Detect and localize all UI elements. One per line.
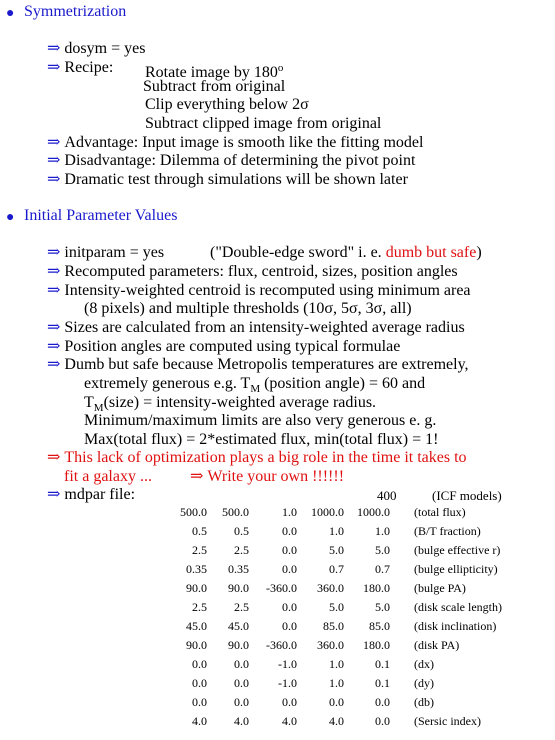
recipe-step-2: Subtract from original (143, 78, 286, 95)
table-row (160, 541, 534, 560)
lack-of-optimization-line-1: ⇒ This lack of optimization plays a big role in the time it takes to (47, 449, 467, 466)
double-arrow-icon: ⇒ (47, 356, 61, 373)
double-arrow-icon: ⇒ (47, 244, 61, 261)
mdpar-count: 400 (377, 488, 397, 503)
table-cell: 90.0 (228, 638, 249, 652)
table-cell: 85.0 (323, 619, 344, 633)
intensity-line-2: (8 pixels) and multiple thresholds (10σ, 5σ, 3σ, all) (84, 300, 412, 317)
initparam-line: ⇒ initparam = yes (47, 244, 165, 261)
table-cell: 0.1 (375, 676, 390, 690)
table-cell: 5.0 (329, 543, 344, 557)
table-cell: 4.0 (192, 714, 207, 728)
table-cell: 0.0 (234, 695, 249, 709)
table-cell: 1.0 (329, 676, 344, 690)
table-cell: 4.0 (234, 714, 249, 728)
table-comment: (bulge ellipticity) (414, 562, 498, 576)
double-arrow-icon: ⇒ (47, 59, 61, 76)
table-comment: (dy) (414, 676, 434, 690)
table-cell: 0.0 (192, 695, 207, 709)
lack-of-optimization-line-2: fit a galaxy ... (64, 468, 152, 485)
table-cell: -1.0 (278, 657, 297, 671)
dosym-line: ⇒ dosym = yes (47, 40, 146, 57)
table-cell: 0.0 (282, 600, 297, 614)
recipe-step-4: Subtract clipped image from original (145, 115, 382, 132)
double-arrow-icon: ⇒ (47, 486, 61, 503)
table-cell: 2.5 (234, 600, 249, 614)
dumb-but-safe-highlight: dumb but safe (385, 244, 477, 261)
table-comment: (db) (414, 695, 434, 709)
table-cell: 0.5 (192, 524, 207, 538)
table-comment: (B/T fraction) (414, 524, 481, 538)
table-cell: 0.0 (282, 619, 297, 633)
table-cell: 0.0 (282, 695, 297, 709)
table-cell: 0.0 (192, 676, 207, 690)
double-arrow-icon: ⇒ (47, 263, 61, 280)
table-row (160, 560, 534, 579)
table-comment: (disk inclination) (414, 619, 497, 633)
table-cell: 1.0 (329, 524, 344, 538)
dumb-but-safe-line-4: Minimum/maximum limits are also very generous e. g. (84, 412, 437, 429)
double-arrow-icon: ⇒ (47, 134, 61, 151)
dumb-but-safe-line-1: ⇒ Dumb but safe because Metropolis temperatures are extremely, (47, 356, 469, 373)
table-comment: (total flux) (414, 505, 466, 519)
table-row (160, 674, 534, 693)
table-comment: (bulge PA) (414, 581, 466, 595)
table-comment: (Sersic index) (414, 714, 481, 728)
table-cell: 4.0 (329, 714, 344, 728)
table-cell: 0.0 (375, 695, 390, 709)
table-cell: 45.0 (228, 619, 249, 633)
table-cell: 0.5 (234, 524, 249, 538)
table-cell: 2.5 (192, 600, 207, 614)
table-cell: 0.0 (282, 543, 297, 557)
mdpar-models-label: (ICF models) (432, 488, 502, 503)
recipe-label: Recipe: (64, 59, 114, 76)
recipe-step-3: Clip everything below 2σ (145, 96, 309, 113)
section-heading-initial-parameter-values: Initial Parameter Values (24, 207, 178, 224)
table-comment: (disk PA) (414, 638, 460, 652)
double-arrow-icon: ⇒ (47, 338, 61, 355)
table-cell: 360.0 (317, 638, 344, 652)
table-cell: 0.0 (282, 524, 297, 538)
position-angles-line: ⇒ Position angles are computed using typical formulae (47, 338, 401, 355)
section-heading-symmetrization: Symmetrization (24, 3, 127, 20)
table-cell: 85.0 (369, 619, 390, 633)
table-row (160, 636, 534, 655)
mdpar-table (160, 503, 534, 731)
recomputed-line: ⇒ Recomputed parameters: flux, centroid, sizes, position angles (47, 263, 458, 280)
table-cell: 1.0 (282, 505, 297, 519)
table-comment: (dx) (414, 657, 434, 671)
table-cell: 0.0 (329, 695, 344, 709)
table-cell: -1.0 (278, 676, 297, 690)
table-cell: 0.7 (375, 562, 390, 576)
table-cell: 0.35 (186, 562, 207, 576)
double-arrow-icon: ⇒ (47, 40, 61, 57)
table-cell: 0.0 (375, 714, 390, 728)
table-comment: (bulge effective r) (414, 543, 501, 557)
bullet-icon: ● (6, 6, 15, 21)
table-cell: 180.0 (363, 638, 390, 652)
dumb-but-safe-line-5: Max(total flux) = 2*estimated flux, min(total flux) = 1! (84, 431, 439, 448)
double-arrow-icon: ⇒ (47, 449, 61, 466)
table-row (160, 503, 534, 522)
table-row (160, 579, 534, 598)
table-cell: 500.0 (222, 505, 249, 519)
table-cell: 5.0 (375, 600, 390, 614)
table-cell: 180.0 (363, 581, 390, 595)
table-cell: 0.0 (282, 562, 297, 576)
table-row (160, 693, 534, 712)
double-arrow-icon: ⇒ (47, 319, 61, 336)
table-cell: 90.0 (186, 638, 207, 652)
double-arrow-icon: ⇒ (47, 152, 61, 169)
dumb-but-safe-line-3: $T_M(size)$ = intensity-weighted average radius. (84, 394, 377, 414)
table-cell: 0.0 (234, 676, 249, 690)
table-cell: 1000.0 (357, 505, 390, 519)
table-cell: 1000.0 (311, 505, 344, 519)
table-cell: -360.0 (266, 581, 297, 595)
table-cell: 4.0 (282, 714, 297, 728)
table-cell: 360.0 (317, 581, 344, 595)
table-cell: -360.0 (266, 638, 297, 652)
table-cell: 1.0 (375, 524, 390, 538)
table-cell: 0.7 (329, 562, 344, 576)
table-cell: 2.5 (234, 543, 249, 557)
dumb-but-safe-line-2: extremely generous e.g. $T_M$ (position angle) = 60 and (84, 375, 426, 395)
sizes-line: ⇒ Sizes are calculated from an intensity-weighted average radius (47, 319, 465, 336)
disadvantage-line: ⇒ Disadvantage: Dilemma of determining the pivot point (47, 152, 416, 169)
double-arrow-icon: ⇒ (190, 468, 204, 485)
initparam-note: ("Double-edge sword" i. e. dumb but safe) (210, 244, 482, 261)
intensity-line-1: ⇒ Intensity-weighted centroid is recomputed using minimum area (47, 282, 471, 299)
recipe-step-1: Rotate image by 180$^o$ (145, 62, 284, 81)
table-cell: 0.0 (234, 657, 249, 671)
bullet-icon: ● (6, 210, 15, 225)
table-cell: 0.35 (228, 562, 249, 576)
table-cell: 500.0 (180, 505, 207, 519)
table-comment: (disk scale length) (414, 600, 502, 614)
table-cell: 1.0 (329, 657, 344, 671)
mdpar-file-label: ⇒ mdpar file: (47, 486, 136, 503)
table-cell: 90.0 (228, 581, 249, 595)
table-row (160, 712, 534, 731)
table-cell: 2.5 (192, 543, 207, 557)
table-cell: 45.0 (186, 619, 207, 633)
table-row (160, 598, 534, 617)
table-cell: 5.0 (375, 543, 390, 557)
table-cell: 90.0 (186, 581, 207, 595)
table-row (160, 522, 534, 541)
table-cell: 0.1 (375, 657, 390, 671)
degree-superscript: o (277, 62, 284, 74)
double-arrow-icon: ⇒ (47, 171, 61, 188)
write-your-own-line: ⇒ Write your own !!!!!! (190, 468, 345, 485)
table-cell: 0.0 (192, 657, 207, 671)
dramatic-test-line: ⇒ Dramatic test through simulations will be shown later (47, 171, 408, 188)
recipe-line (47, 59, 113, 77)
double-arrow-icon: ⇒ (47, 282, 61, 299)
advantage-line: ⇒ Advantage: Input image is smooth like the fitting model (47, 134, 424, 151)
table-row (160, 617, 534, 636)
table-cell: 5.0 (329, 600, 344, 614)
table-row (160, 655, 534, 674)
